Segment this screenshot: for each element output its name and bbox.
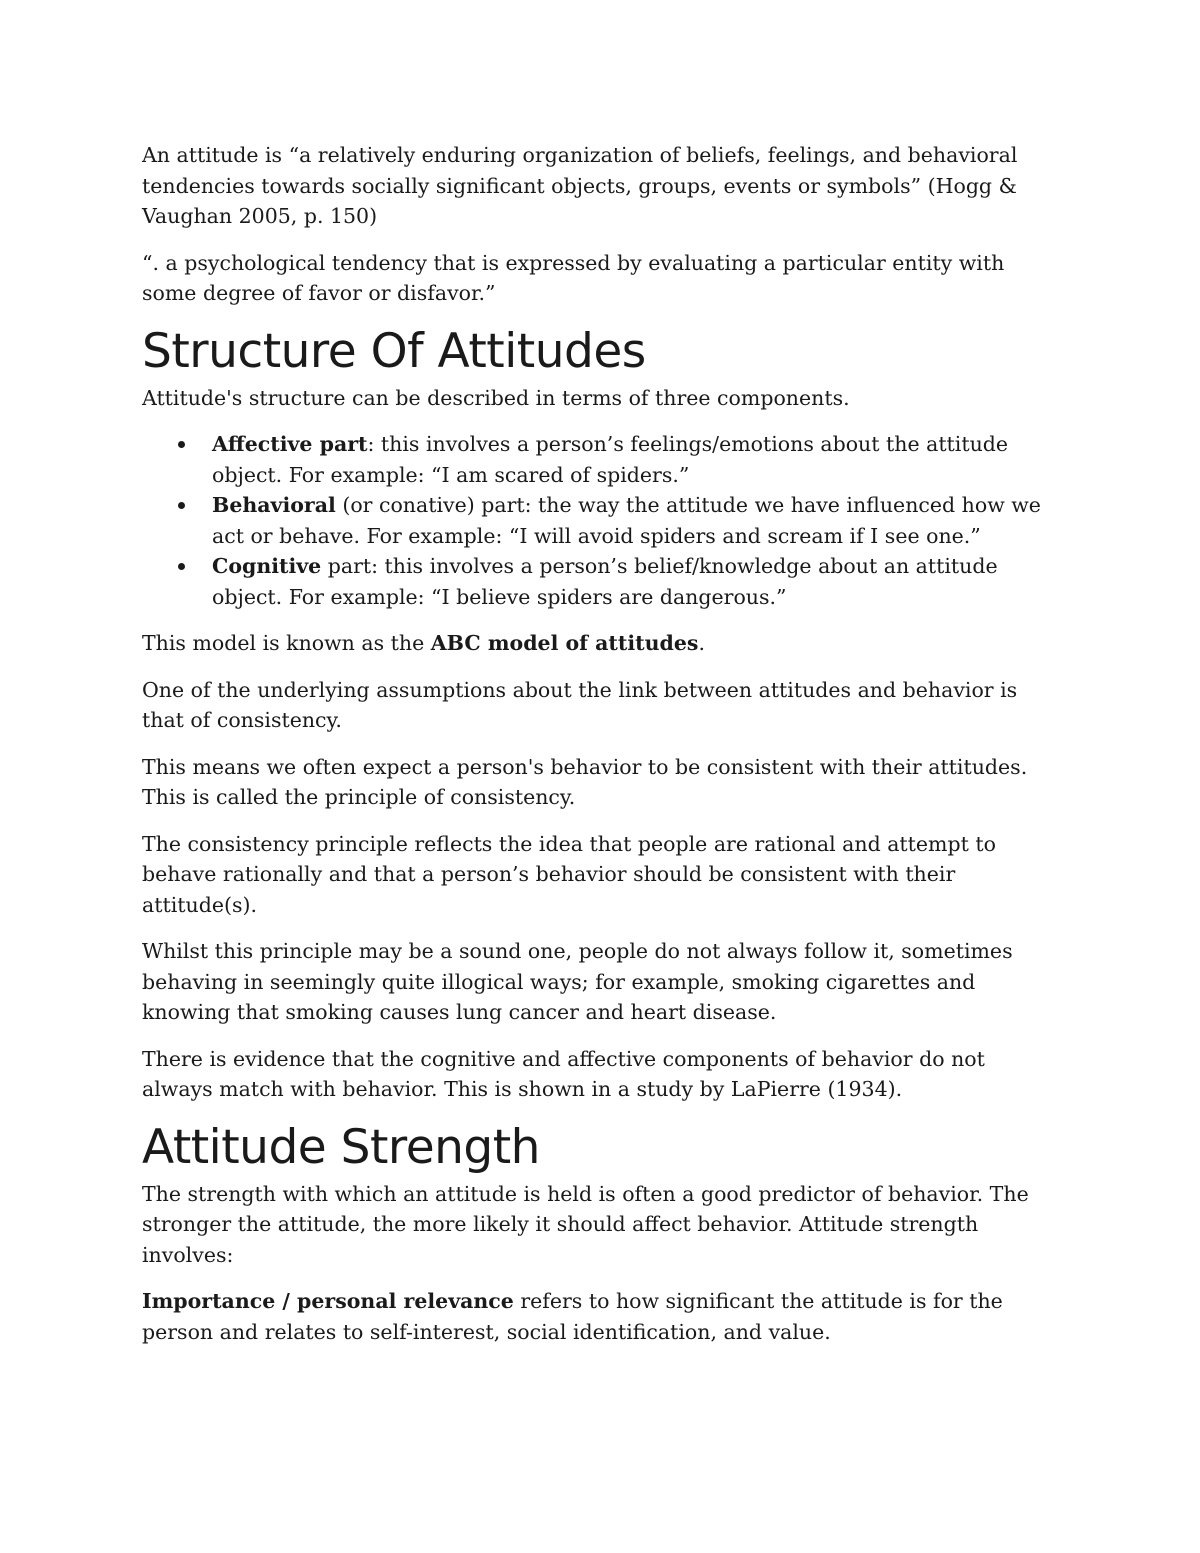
abc-suffix: . xyxy=(698,631,705,655)
principle-of-consistency-paragraph: This means we often expect a person's behavior to be consistent with their attitudes. This is called the principle of consistency. xyxy=(142,754,1028,809)
evidence-paragraph xyxy=(142,1044,1062,1105)
abc-model-paragraph xyxy=(142,628,1062,659)
list-item-text: part: this involves a person’s belief/knowledge about an attitude object. For example: “I believe spiders are dangerous.” xyxy=(212,554,998,609)
term-affective: Affective part xyxy=(212,432,368,456)
consistency-principle-paragraph: The consistency principle reflects the idea that people are rational and attempt to behave rationally and that a person’s behavior should be consistent with their attitude(s). xyxy=(142,831,996,917)
importance-term: Importance / personal relevance xyxy=(142,1289,514,1313)
list-item-text: : this involves a person’s feelings/emotions about the attitude object. For example: “I am scared of spiders.” xyxy=(212,432,1009,487)
evidence-text: There is evidence that the cognitive and affective components of behavior do not always match with behavior. This is shown in a study by xyxy=(142,1046,985,1101)
strength-intro: The strength with which an attitude is held is often a good predictor of behavior. The stronger the attitude, the more likely it should affect behavior. Attitude strength involves: xyxy=(142,1181,1029,1267)
document-page xyxy=(142,140,1062,1363)
lapierre-link[interactable]: LaPierre (1934) xyxy=(730,1077,896,1101)
definition-paragraph: An attitude is “a relatively enduring organization of beliefs, feelings, and behavioral tendencies towards socially significant objects, groups, events or symbols” (Hogg & Vaughan 2005, p. 150) xyxy=(142,143,1018,228)
importance-text: refers to how significant the attitude is for the person and relates to self-interest, social identification, and value. xyxy=(142,1289,1003,1344)
components-list xyxy=(142,429,1062,612)
consistency-assumption-paragraph: One of the underlying assumptions about the link between attitudes and behavior is that of consistency. xyxy=(142,677,1018,732)
evidence-suffix: . xyxy=(895,1077,903,1101)
list-item-cognitive xyxy=(212,551,1062,612)
abc-model-term: ABC model of attitudes xyxy=(430,631,699,655)
definition-quote: “. a psychological tendency that is expressed by evaluating a particular entity with some degree of favor or disfavor.” xyxy=(142,250,1005,305)
heading-attitude-strength: Attitude Strength xyxy=(142,1119,540,1175)
term-behavioral: Behavioral xyxy=(212,493,336,517)
illogical-behavior-paragraph: Whilst this principle may be a sound one, people do not always follow it, sometimes behaving in seemingly quite illogical ways; for example, smoking cigarettes and knowing that smoking causes lung cancer and heart disease. xyxy=(142,939,1013,1024)
list-item-behavioral xyxy=(212,490,1062,551)
structure-intro: Attitude's structure can be described in terms of three components. xyxy=(142,385,850,410)
list-item-text: (or conative) part: the way the attitude we have influenced how we act or behave. For example: “I will avoid spiders and scream if I see one.” xyxy=(212,493,1041,548)
term-cognitive: Cognitive xyxy=(212,554,322,578)
abc-prefix: This model is known as the xyxy=(142,631,431,655)
heading-structure-of-attitudes: Structure Of Attitudes xyxy=(142,323,646,379)
list-item-affective xyxy=(212,429,1062,490)
importance-paragraph xyxy=(142,1286,1062,1347)
